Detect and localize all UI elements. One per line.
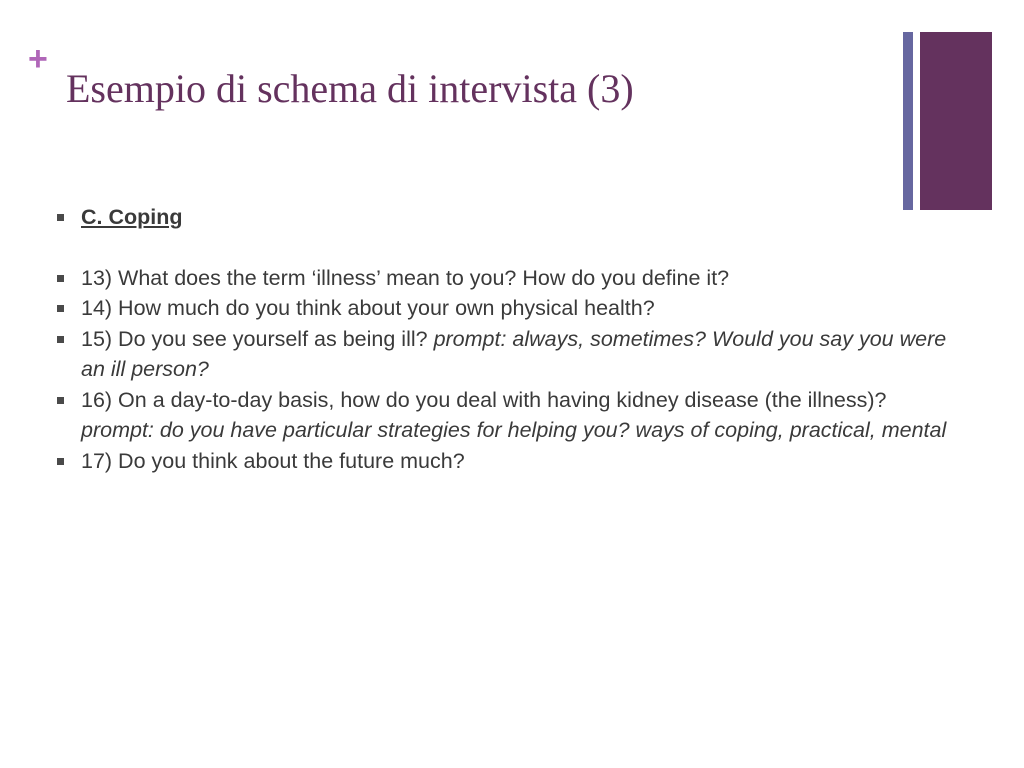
list-item (56, 293, 961, 324)
section-heading-item (56, 202, 961, 233)
question-prompt: prompt: do you have particular strategies for helping you? ways of coping, practical, mental (81, 418, 947, 442)
plus-icon: + (28, 40, 48, 78)
list-item (56, 446, 961, 477)
list-item (56, 324, 961, 385)
section-label: C. Coping (81, 205, 183, 229)
square-bullet-icon (57, 458, 64, 465)
question-text: 16) On a day-to-day basis, how do you deal with having kidney disease (the illness)? (81, 387, 887, 412)
decorative-bar-thin (903, 32, 913, 210)
square-bullet-icon (57, 214, 64, 221)
slide-title: Esempio di schema di intervista (3) (66, 66, 634, 111)
question-text: 17) Do you think about the future much? (81, 448, 465, 473)
square-bullet-icon (57, 397, 64, 404)
list-item (56, 263, 961, 294)
question-prompt: prompt: always, sometimes? Would you say you were an ill person? (81, 326, 947, 381)
question-text: 14) How much do you think about your own physical health? (81, 296, 655, 320)
bullet-list (56, 202, 961, 476)
square-bullet-icon (57, 336, 64, 343)
list-item (56, 385, 961, 446)
square-bullet-icon (57, 275, 64, 282)
square-bullet-icon (57, 305, 64, 312)
question-text: 15) Do you see yourself as being ill? (81, 326, 434, 351)
decorative-bar-thick (920, 32, 992, 210)
question-text: 13) What does the term ‘illness’ mean to you? How do you define it? (81, 265, 730, 290)
